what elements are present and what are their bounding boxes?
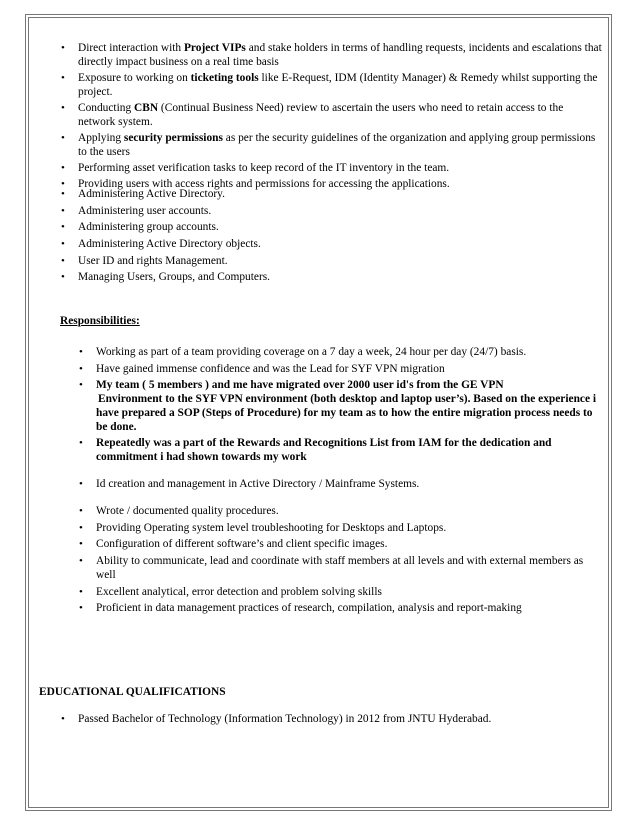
responsibilities-list [96,346,601,468]
list-item: • Have gained immense confidence and was the Lead for SYF VPN migration [96,363,601,377]
active-directory-list [78,188,603,288]
list-item: • Applying security permissions as per the security guidelines of the organization and applying group permissions to the users [78,132,603,160]
list-item: • Providing users with access rights and permissions for accessing the applications. [78,178,603,192]
list-item: • Ability to communicate, lead and coordinate with staff members at all levels and with external members as well [96,555,601,583]
list-item: • User ID and rights Management. [78,255,603,269]
list-item: • Managing Users, Groups, and Computers. [78,271,603,285]
list-item: • Passed Bachelor of Technology (Information Technology) in 2012 from JNTU Hyderabad. [78,713,603,727]
education-list [78,713,603,727]
education-heading: EDUCATIONAL QUALIFICATIONS [39,686,226,698]
experience-duties-list [78,42,603,194]
responsibilities-id-list [96,478,601,492]
list-item: • Wrote / documented quality procedures. [96,505,601,519]
list-item: • Administering user accounts. [78,205,603,219]
list-item: • Providing Operating system level troubleshooting for Desktops and Laptops. [96,522,601,536]
list-item: • Administering group accounts. [78,221,603,235]
list-item: • Working as part of a team providing coverage on a 7 day a week, 24 hour per day (24/7) basis. [96,346,601,360]
list-item: • Proficient in data management practices of research, compilation, analysis and report-making [96,602,601,616]
list-item: • Id creation and management in Active Directory / Mainframe Systems. [96,478,601,492]
responsibilities-heading: Responsibilities: [60,315,140,327]
list-item: • Performing asset verification tasks to keep record of the IT inventory in the team. [78,162,603,176]
list-item: • Administering Active Directory objects. [78,238,603,252]
list-item: • Direct interaction with Project VIPs and stake holders in terms of handling requests, incidents and escalations that directly impact business on a real time basis [78,42,603,70]
list-item: • Administering Active Directory. [78,188,603,202]
list-item: • Conducting CBN (Continual Business Need) review to ascertain the users who need to retain access to the network system. [78,102,603,130]
list-item: • Exposure to working on ticketing tools like E-Request, IDM (Identity Manager) & Remedy whilst supporting the project. [78,72,603,100]
list-item: • Configuration of different software’s and client specific images. [96,538,601,552]
list-item-bold: • My team ( 5 members ) and me have migrated over 2000 user id's from the GE VPN Environment to the SYF VPN environment (both desktop and laptop user’s). Based on the experience i have prepared a SOP (Steps of Procedure) for my team as to how the entire migration process needs to be done. [96,379,601,434]
list-item-bold: • Repeatedly was a part of the Rewards and Recognitions List from IAM for the dedication and commitment i had shown towards my work [96,437,601,465]
list-item: • Excellent analytical, error detection and problem solving skills [96,586,601,600]
responsibilities-more-list [96,505,601,619]
